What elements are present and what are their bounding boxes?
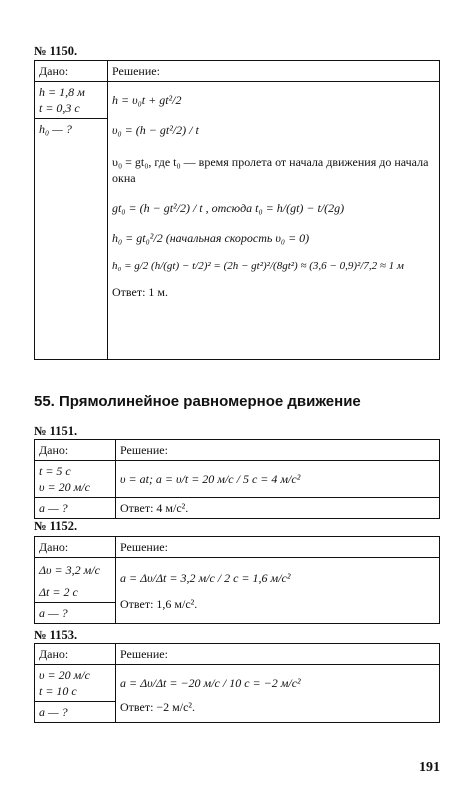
- solution-header: Решение:: [116, 440, 440, 461]
- problem-1150-number: № 1150.: [34, 44, 78, 58]
- given-v: υ = 20 м/с: [39, 480, 90, 494]
- given-header: Дано:: [35, 644, 116, 665]
- formula: υ = at; a = υ/t = 20 м/с / 5 с = 4 м/с²: [116, 461, 440, 498]
- given-t: t = 0,3 с: [39, 101, 80, 115]
- given-dv: Δυ = 3,2 м/с: [39, 563, 100, 577]
- formula: a = Δυ/Δt = 3,2 м/с / 2 с = 1,6 м/с²: [120, 571, 291, 585]
- solution-header: Решение:: [116, 644, 440, 665]
- given-t: t = 10 с: [39, 684, 77, 698]
- given-values: [35, 82, 108, 119]
- step-2: υ₀ = (h − gt²/2) / t: [112, 123, 199, 137]
- answer: Ответ: 1 м.: [112, 285, 169, 299]
- problem-1152-table: [34, 536, 440, 624]
- problem-1151-table: [34, 439, 440, 519]
- find-value: a — ?: [35, 603, 116, 624]
- given-h: h = 1,8 м: [39, 85, 85, 99]
- given-header: Дано:: [35, 537, 116, 558]
- solution-header: Решение:: [116, 537, 440, 558]
- formula: a = Δυ/Δt = −20 м/с / 10 с = −2 м/с²: [120, 676, 301, 690]
- given-dt: Δt = 2 с: [39, 585, 78, 599]
- solution-body: [116, 558, 440, 624]
- answer: Ответ: 4 м/с².: [116, 498, 440, 519]
- solution-header: Решение:: [108, 61, 440, 82]
- solution-body: [116, 665, 440, 723]
- step-5: h₀ = gt₀²/2 (начальная скорость υ₀ = 0): [112, 231, 310, 245]
- step-6: h₀ = g/2 (h/(gt) − t/2)² = (2h − gt²)²/(8gt²) ≈ (3,6 − 0,9)²/7,2 ≈ 1 м: [112, 260, 404, 272]
- answer: Ответ: 1,6 м/с².: [120, 597, 198, 611]
- problem-1152-number: № 1152.: [34, 519, 78, 533]
- problem-1150-table: [34, 60, 440, 360]
- given-v: υ = 20 м/с: [39, 668, 90, 682]
- solution-body: [108, 82, 440, 360]
- section-title: 55. Прямолинейное равномерное движение: [34, 393, 361, 410]
- problem-1153-table: [34, 643, 440, 723]
- given-values: [35, 558, 116, 603]
- step-4: gt₀ = (h − gt²/2) / t , отсюда t₀ = h/(gt) − t/(2g): [112, 201, 345, 215]
- step-3: υ₀ = gt₀, где t₀ — время пролета от начала движения до начала окна: [112, 155, 429, 185]
- given-header: Дано:: [35, 61, 108, 82]
- find-value: a — ?: [35, 498, 116, 519]
- find-value: h₀ — ?: [35, 119, 108, 360]
- step-1: h = υ₀t + gt²/2: [112, 93, 182, 107]
- problem-1151-number: № 1151.: [34, 424, 78, 438]
- given-values: [35, 665, 116, 702]
- page-number: 191: [419, 760, 440, 775]
- given-values: [35, 461, 116, 498]
- given-t: t = 5 с: [39, 464, 71, 478]
- problem-1153-number: № 1153.: [34, 628, 78, 642]
- find-value: a — ?: [35, 702, 116, 723]
- given-header: Дано:: [35, 440, 116, 461]
- answer: Ответ: −2 м/с².: [120, 700, 196, 714]
